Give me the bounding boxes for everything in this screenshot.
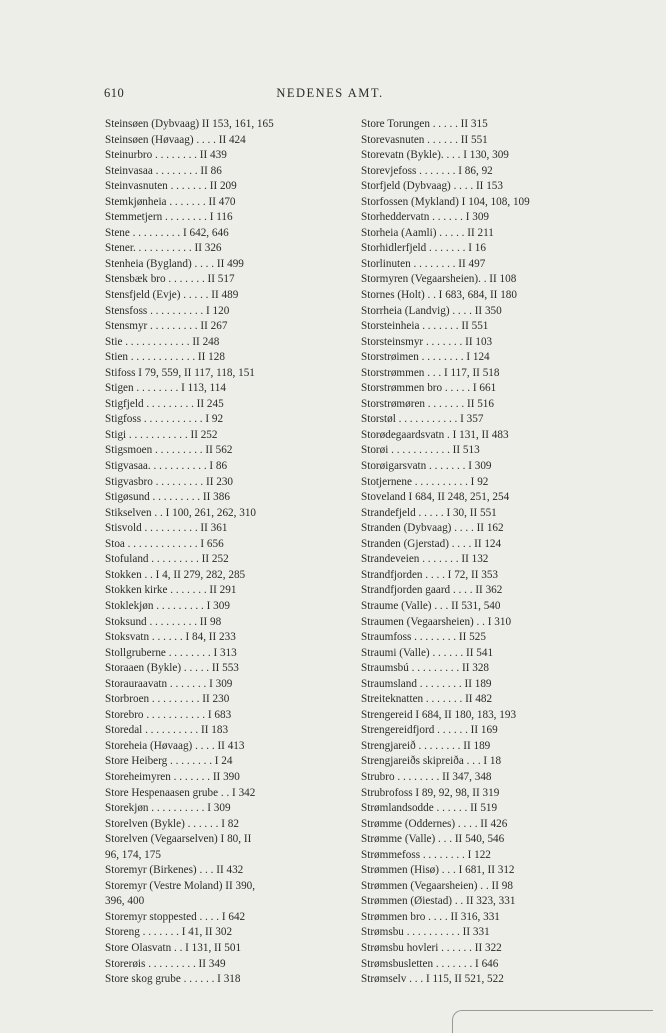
index-entry: Stisvold . . . . . . . . . . II 361 [105, 522, 228, 535]
index-entry: Strømselv . . . I 115, II 521, 522 [361, 973, 504, 986]
index-entry: Storheddervatn . . . . . . I 309 [361, 211, 490, 224]
index-entry: Strengereidfjord . . . . . . II 169 [361, 724, 498, 737]
index-entry: Storevjefoss . . . . . . . I 86, 92 [361, 164, 493, 177]
page-number: 610 [104, 86, 125, 100]
index-entry: Storhidlerfjeld . . . . . . . I 16 [361, 242, 486, 255]
index-entry: Strømme (Valle) . . . II 540, 546 [361, 833, 505, 846]
index-entry: Stollgruberne . . . . . . . . I 313 [105, 646, 237, 659]
index-entry: Store skog grube . . . . . . I 318 [105, 973, 241, 986]
index-entry: Stigi . . . . . . . . . . . II 252 [105, 428, 218, 441]
index-entry: Storbroen . . . . . . . . . II 230 [105, 693, 230, 706]
running-title: NEDENES AMT. [276, 86, 384, 100]
index-entry: Stenheia (Bygland) . . . . II 499 [105, 257, 244, 270]
index-entry: Stoklekjøn . . . . . . . . . I 309 [105, 599, 230, 612]
index-entry: Stensmyr . . . . . . . . . II 267 [105, 320, 228, 333]
index-entry: Stotjernene . . . . . . . . . . I 92 [361, 475, 489, 488]
index-entry: Storebro . . . . . . . . . . . I 683 [105, 708, 232, 721]
index-entry: Stensbæk bro . . . . . . . II 517 [105, 273, 235, 286]
index-entry: Strubro . . . . . . . . II 347, 348 [361, 770, 492, 783]
index-entry: Storøigarsvatn . . . . . . . I 309 [361, 460, 492, 473]
index-entry: Storstrømmen bro . . . . . I 661 [361, 382, 497, 395]
index-entry: Storrheia (Landvig) . . . . II 350 [361, 304, 502, 317]
index-entry: Storelven (Bykle) . . . . . . I 82 [105, 817, 239, 830]
index-entry: Strømmen (Øiestad) . . II 323, 331 [361, 895, 516, 908]
index-entry: Storsteinheia . . . . . . . II 551 [361, 320, 489, 333]
index-entry: Strubrofoss I 89, 92, 98, II 319 [361, 786, 500, 799]
index-entry: Storemyr stoppested . . . . I 642 [105, 910, 246, 923]
index-entry: Storstøl . . . . . . . . . . . I 357 [361, 413, 484, 426]
index-entry: Straumfoss . . . . . . . . II 525 [361, 631, 486, 644]
index-entry: Strandefjeld . . . . . I 30, II 551 [361, 506, 497, 519]
index-entry: Storekjøn . . . . . . . . . . I 309 [105, 802, 231, 815]
index-entry: Strømlandsodde . . . . . . II 519 [361, 802, 498, 815]
index-entry: Straumen (Vegaarsheien) . . I 310 [361, 615, 512, 628]
index-entry: Stensfjeld (Evje) . . . . . II 489 [105, 289, 239, 302]
index-entry: Storødegaardsvatn . I 131, II 483 [361, 428, 509, 441]
index-entry: Strandfjorden gaard . . . . II 362 [361, 584, 503, 597]
index-entry: Storlinuten . . . . . . . . II 497 [361, 257, 486, 270]
index-entry: Strengjareiðs skipreiða . . . I 18 [361, 755, 502, 768]
index-entry: Storheia (Aamli) . . . . . II 211 [361, 226, 494, 239]
index-entry: Stigfoss . . . . . . . . . . . I 92 [105, 413, 224, 426]
index-entry: Steinvasnuten . . . . . . . II 209 [105, 180, 237, 193]
index-entry: Strandeveien . . . . . . . II 132 [361, 553, 489, 566]
index-entry: Storevatn (Bykle). . . . I 130, 309 [361, 149, 509, 162]
index-entry: Steinsøen (Høvaag) . . . . II 424 [105, 133, 246, 146]
index-entry: Stener. . . . . . . . . . . II 326 [105, 242, 222, 255]
index-entry: Steinsøen (Dybvaag) II 153, 161, 165 [105, 118, 274, 130]
index-entry: Streiteknatten . . . . . . . II 482 [361, 693, 493, 706]
index-entry: Storstrømmen . . . I 117, II 518 [361, 366, 500, 379]
index-entry: Stigsmoen . . . . . . . . . II 562 [105, 444, 233, 457]
index-entry: Stie . . . . . . . . . . . . II 248 [105, 335, 220, 348]
index-entry: Stikselven . . I 100, 261, 262, 310 [105, 506, 257, 519]
index-entry: Straumsbú . . . . . . . . . II 328 [361, 662, 490, 675]
index-entry: Stormyren (Vegaarsheien). . II 108 [361, 273, 517, 286]
index-entry: Strømsbusletten . . . . . . . I 646 [361, 957, 499, 970]
index-entry: Storauraavatn . . . . . . . I 309 [105, 677, 233, 690]
index-entry: Storfossen (Mykland) I 104, 108, 109 [361, 195, 530, 208]
index-entry: Strandfjorden . . . . I 72, II 353 [361, 568, 499, 581]
index-entry: Stigfjeld . . . . . . . . . II 245 [105, 397, 224, 410]
index-column-left [105, 117, 341, 988]
index-entry: Stien . . . . . . . . . . . . II 128 [105, 351, 225, 364]
index-entry: Stigøsund . . . . . . . . . II 386 [105, 491, 230, 504]
index-entry: Stigvasaa. . . . . . . . . . . I 86 [105, 460, 228, 473]
index-entry: Storøi . . . . . . . . . . . II 513 [361, 444, 480, 457]
index-entry: Stemkjønheia . . . . . . . II 470 [105, 195, 236, 208]
index-entry: Storsteinsmyr . . . . . . . II 103 [361, 335, 493, 348]
index-entry: Storstrøimen . . . . . . . . I 124 [361, 351, 490, 364]
index-entry: Stene . . . . . . . . . I 642, 646 [105, 226, 229, 239]
index-entry: Stokken . . I 4, II 279, 282, 285 [105, 568, 246, 581]
page-header [104, 86, 556, 104]
index-entry: Store Olasvatn . . I 131, II 501 [105, 941, 242, 954]
index-entry: Stoksund . . . . . . . . . II 98 [105, 615, 222, 628]
index-entry: Strømmen (Hisø) . . . I 681, II 312 [361, 864, 515, 877]
index-entry: Stornes (Holt) . . I 683, 684, II 180 [361, 289, 517, 302]
index-entry: Stemmetjern . . . . . . . . I 116 [105, 211, 233, 224]
index-entry: Storedal . . . . . . . . . . II 183 [105, 724, 229, 737]
index-entry: Storstrømøren . . . . . . . II 516 [361, 397, 494, 410]
index-entry: Stokken kirke . . . . . . . II 291 [105, 584, 237, 597]
index-entry: Storelven (Vegaarselven) I 80, II [105, 833, 252, 846]
index-entry: Steinurbro . . . . . . . . II 439 [105, 149, 227, 162]
index-entry: Stoveland I 684, II 248, 251, 254 [361, 491, 510, 504]
index-entry: 96, 174, 175 [105, 848, 161, 861]
index-entry: Stoksvatn . . . . . . I 84, II 233 [105, 631, 236, 644]
index-entry: Storemyr (Vestre Moland) II 390, [105, 879, 256, 892]
index-entry: Stranden (Dybvaag) . . . . II 162 [361, 522, 504, 535]
index-entry: Strømmen bro . . . . II 316, 331 [361, 910, 500, 923]
decorative-bracket [452, 1010, 653, 1033]
index-entry: Storaaen (Bykle) . . . . . II 553 [105, 662, 239, 675]
index-entry: Strømmefoss . . . . . . . . I 122 [361, 848, 491, 861]
index-entry: Strengereid I 684, II 180, 183, 193 [361, 708, 517, 721]
index-column-right [361, 117, 597, 988]
index-entry: Store Hespenaasen grube . . I 342 [105, 786, 256, 799]
index-entry: Store Torungen . . . . . II 315 [361, 118, 488, 130]
index-entry: Steinvasaa . . . . . . . . II 86 [105, 164, 222, 177]
index-entry: Storeheia (Høvaag) . . . . II 413 [105, 739, 245, 752]
index-entry: Storfjeld (Dybvaag) . . . . II 153 [361, 180, 503, 193]
index-entry: Stensfoss . . . . . . . . . . I 120 [105, 304, 230, 317]
index-entry: Storerøis . . . . . . . . . II 349 [105, 957, 226, 970]
index-entry: Strømsbu hovleri . . . . . . II 322 [361, 941, 502, 954]
index-entry: Storevasnuten . . . . . . II 551 [361, 133, 488, 146]
index-entry: Strømmen (Vegaarsheien) . . II 98 [361, 879, 513, 892]
index-entry: Stofuland . . . . . . . . . II 252 [105, 553, 229, 566]
index-entry: Storemyr (Birkenes) . . . II 432 [105, 864, 244, 877]
index-entry: Stoa . . . . . . . . . . . . . I 656 [105, 537, 224, 550]
index-entry: Storeng . . . . . . . I 41, II 302 [105, 926, 233, 939]
index-entry: Stigvasbro . . . . . . . . . II 230 [105, 475, 234, 488]
index-entry: Storeheimyren . . . . . . . II 390 [105, 770, 240, 783]
index-entry: Straumi (Valle) . . . . . . II 541 [361, 646, 494, 659]
index-entry: Strømsbu . . . . . . . . . . II 331 [361, 926, 490, 939]
index-entry: Stranden (Gjerstad) . . . . II 124 [361, 537, 502, 550]
index-entry: Strengjareið . . . . . . . . II 189 [361, 739, 491, 752]
index-entry: Straumsland . . . . . . . . II 189 [361, 677, 492, 690]
index-entry: Straume (Valle) . . . II 531, 540 [361, 599, 501, 612]
index-entry: Strømme (Oddernes) . . . . II 426 [361, 817, 508, 830]
index-entry: Stifoss I 79, 559, II 117, 118, 151 [105, 366, 255, 379]
index-entry: 396, 400 [105, 895, 145, 908]
index-entry: Stigen . . . . . . . . I 113, 114 [105, 382, 226, 395]
index-entry: Store Heiberg . . . . . . . . I 24 [105, 755, 233, 768]
